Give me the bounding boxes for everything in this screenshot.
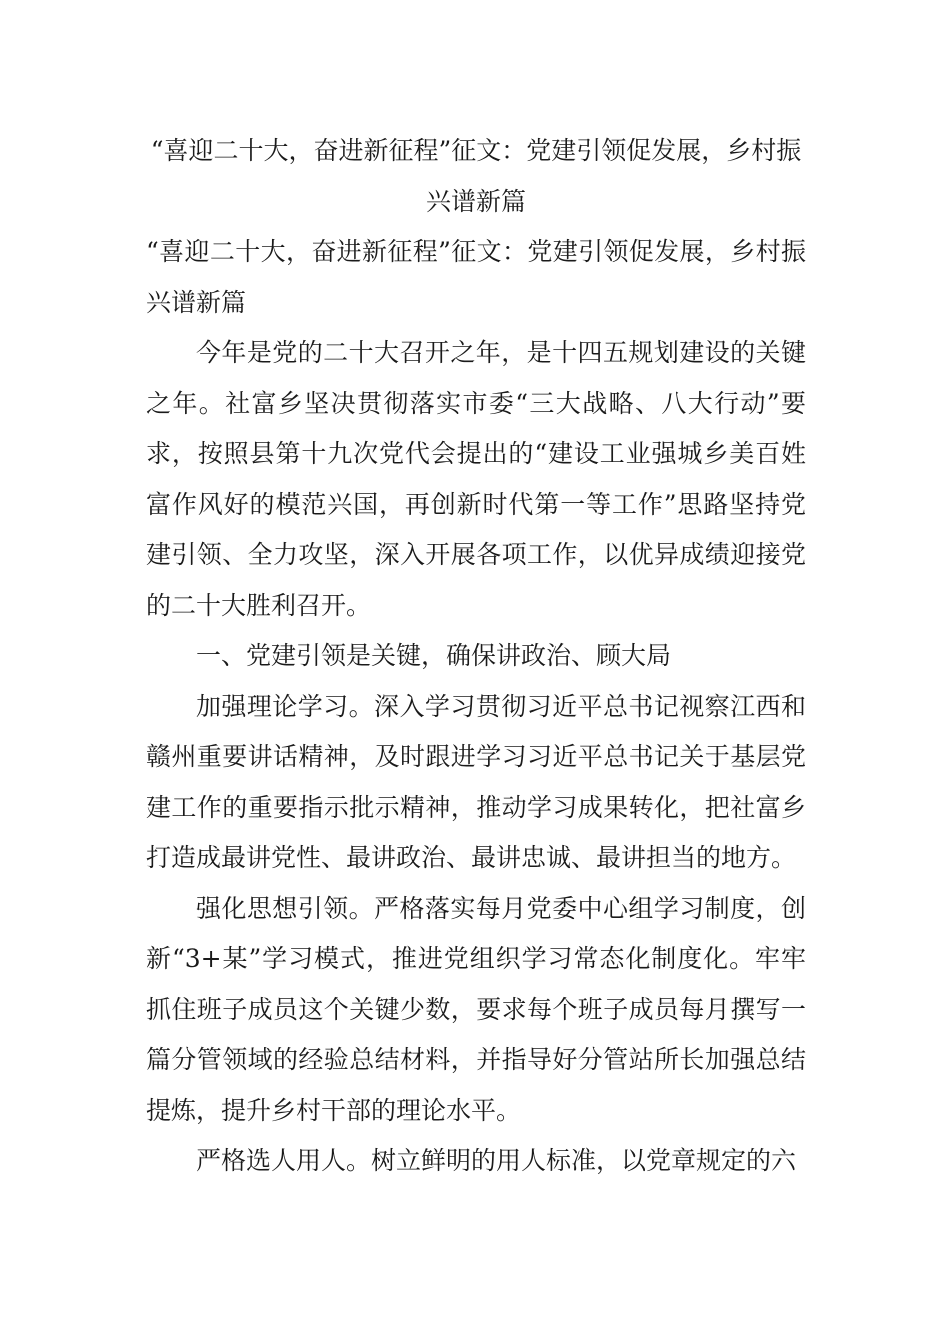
paragraph-thought-guidance: 强化思想引领。严格落实每月党委中心组学习制度，创新“3+某”学习模式，推进党组织学习常态化制度化。牢牢抓住班子成员这个关键少数，要求每个班子成员每月撰写一篇分管领域的经验总结材料，并指导好分管站所长加强总结提炼，提升乡村干部的理论水平。 [146,893,806,1125]
document-subtitle: “喜迎二十大，奋进新征程”征文：党建引领促发展，乡村振兴谱新篇 [146,237,806,317]
document-title: “喜迎二十大，奋进新征程”征文：党建引领促发展，乡村振兴谱新篇 [150,136,802,216]
section-heading-1: 一、党建引领是关键，确保讲政治、顾大局 [196,641,672,670]
paragraph-personnel-selection: 严格选人用人。树立鲜明的用人标准，以党章规定的六 [196,1146,797,1175]
paragraph-intro: 今年是党的二十大召开之年，是十四五规划建设的关键之年。社富乡坚决贯彻落实市委“三大战略、八大行动”要求，按照县第十九次党代会提出的“建设工业强城乡美百姓富作风好的模范兴国，再创新时代第一等工作”思路坚持党建引领、全力攻坚，深入开展各项工作，以优异成绩迎接党的二十大胜利召开。 [146,338,806,620]
paragraph-theory-study: 加强理论学习。深入学习贯彻习近平总书记视察江西和赣州重要讲话精神，及时跟进学习习近平总书记关于基层党建工作的重要指示批示精神，推动学习成果转化，把社富乡打造成最讲党性、最讲政治、最讲忠诚、最讲担当的地方。 [146,691,806,872]
document-body [146,126,806,1187]
